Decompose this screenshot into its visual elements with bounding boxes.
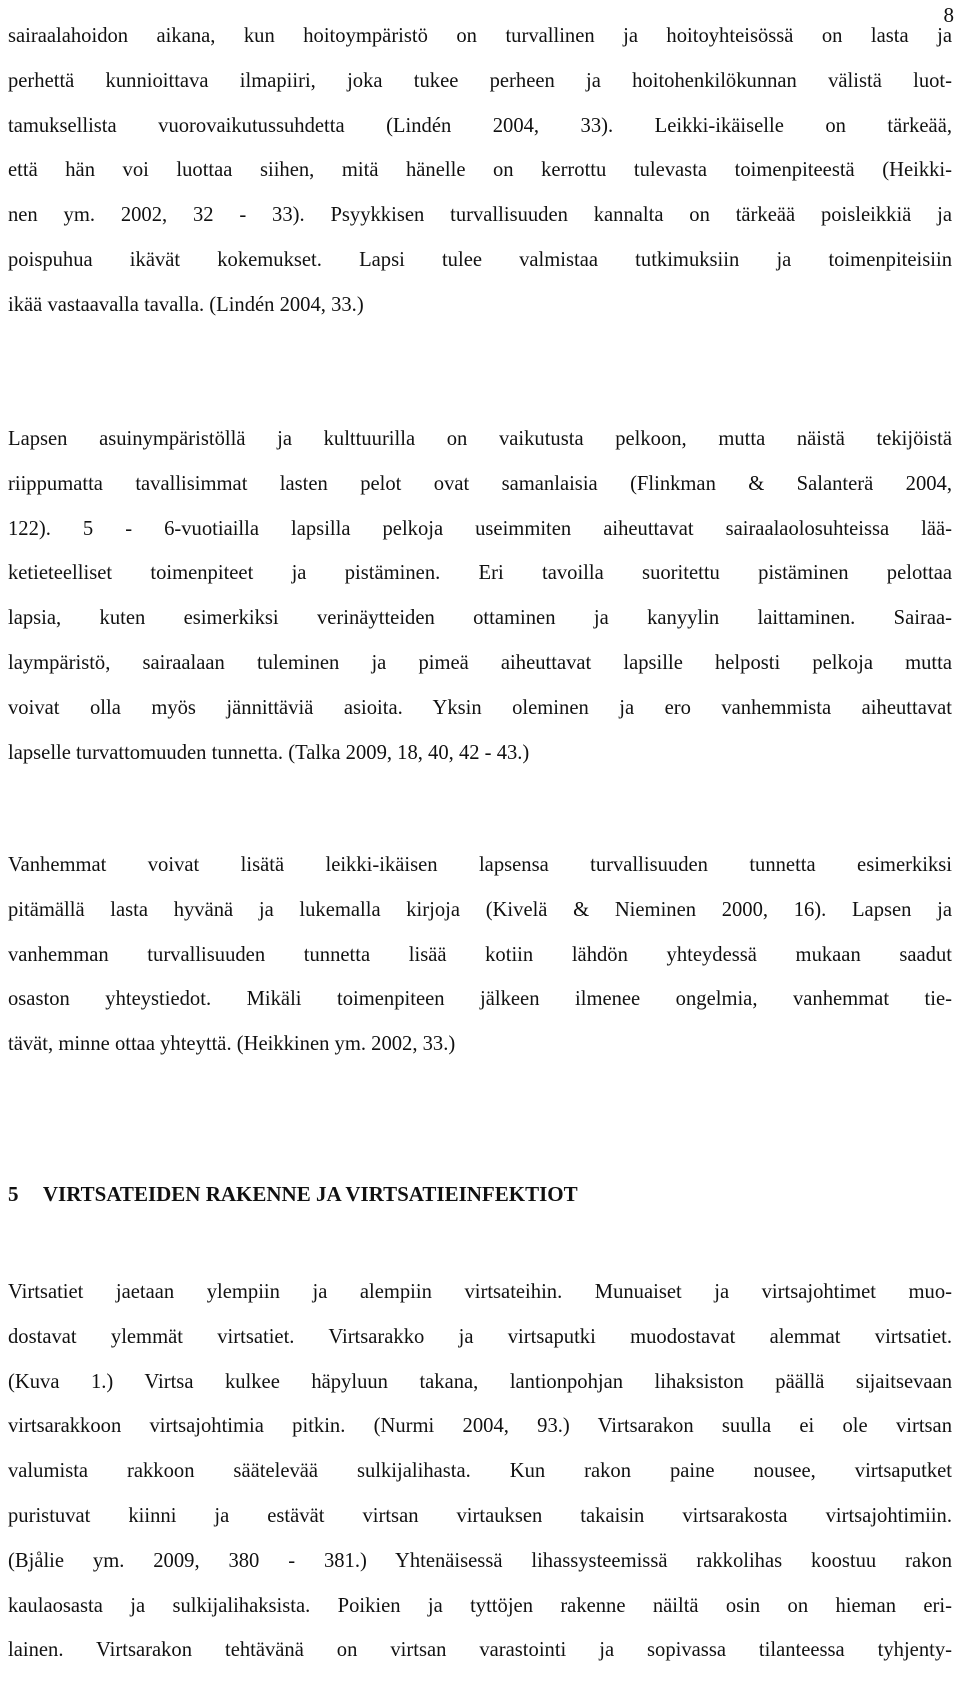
text-line: nen ym. 2002, 32 - 33). Psyykkisen turvallisuuden kannalta on tärkeää poisleikkiä ja <box>8 204 952 227</box>
text-line: lainen. Virtsarakon tehtävänä on virtsan varastointi ja sopivassa tilanteessa tyhjenty- <box>8 1639 952 1662</box>
text-line: valumista rakkoon säätelevää sulkijalihasta. Kun rakon paine nousee, virtsaputket <box>8 1460 952 1483</box>
text-line: virtsarakkoon virtsajohtimia pitkin. (Nurmi 2004, 93.) Virtsarakon suulla ei ole virtsan <box>8 1415 952 1438</box>
text-line: että hän voi luottaa siihen, mitä hänelle on kerrottu tulevasta toimenpiteestä (Heikki- <box>8 159 952 182</box>
paragraph-hospital-safety <box>8 14 952 328</box>
text-line: laympäristö, sairaalaan tuleminen ja pimeä aiheuttavat lapsille helposti pelkoja mutta <box>8 651 952 674</box>
text-line: 122). 5 - 6-vuotiailla lapsilla pelkoja useimmiten aiheuttavat sairaalaolosuhteissa lää- <box>8 517 952 540</box>
text-line: dostavat ylemmät virtsatiet. Virtsarakko ja virtsaputki muodostavat alemmat virtsatiet. <box>8 1325 952 1348</box>
text-line: tamuksellista vuorovaikutussuhdetta (Lindén 2004, 33). Leikki-ikäiselle on tärkeää, <box>8 114 952 137</box>
section-number: 5 <box>8 1182 19 1206</box>
section-heading <box>8 1178 578 1210</box>
paragraph-urinary-tract <box>8 1270 952 1673</box>
text-line: vanhemman turvallisuuden tunnetta lisää kotiin lähdön yhteydessä mukaan saadut <box>8 943 952 966</box>
text-line: ikää vastaavalla tavalla. (Lindén 2004, 33.) <box>8 293 364 316</box>
text-line: kaulaosasta ja sulkijalihaksista. Poikien ja tyttöjen rakenne näiltä osin on hieman eri- <box>8 1594 952 1617</box>
text-line: ketieteelliset toimenpiteet ja pistäminen. Eri tavoilla suoritettu pistäminen pelottaa <box>8 562 952 585</box>
text-line: perhettä kunnioittava ilmapiiri, joka tukee perheen ja hoitohenkilökunnan välistä luot- <box>8 69 952 92</box>
text-line: voivat olla myös jännittäviä asioita. Yksin oleminen ja ero vanhemmista aiheuttavat <box>8 696 952 719</box>
text-line: Lapsen asuinympäristöllä ja kulttuurilla on vaikutusta pelkoon, mutta näistä tekijöistä <box>8 428 952 450</box>
text-line: Vanhemmat voivat lisätä leikki-ikäisen lapsensa turvallisuuden tunnetta esimerkiksi <box>8 854 952 876</box>
text-line: tävät, minne ottaa yhteyttä. (Heikkinen ym. 2002, 33.) <box>8 1033 456 1056</box>
section-title: VIRTSATEIDEN RAKENNE JA VIRTSATIEINFEKTIOT <box>42 1182 578 1206</box>
paragraph-childhood-fears <box>8 417 952 775</box>
text-line: pitämällä lasta hyvänä ja lukemalla kirjoja (Kivelä & Nieminen 2000, 16). Lapsen ja <box>8 898 952 921</box>
page-number: 8 <box>943 3 954 27</box>
text-line: riippumatta tavallisimmat lasten pelot ovat samanlaisia (Flinkman & Salanterä 2004, <box>8 472 952 495</box>
paragraph-parents-role <box>8 843 952 1067</box>
text-line: (Bjålie ym. 2009, 380 - 381.) Yhtenäisessä lihassysteemissä rakkolihas koostuu rakon <box>8 1549 952 1572</box>
text-line: lapselle turvattomuuden tunnetta. (Talka 2009, 18, 40, 42 - 43.) <box>8 741 530 764</box>
text-line: osaston yhteystiedot. Mikäli toimenpiteen jälkeen ilmenee ongelmia, vanhemmat tie- <box>8 988 952 1011</box>
text-line: poispuhua ikävät kokemukset. Lapsi tulee valmistaa tutkimuksiin ja toimenpiteisiin <box>8 248 952 271</box>
text-line: Virtsatiet jaetaan ylempiin ja alempiin virtsateihin. Munuaiset ja virtsajohtimet muo- <box>8 1281 952 1303</box>
text-line: puristuvat kiinni ja estävät virtsan virtauksen takaisin virtsarakosta virtsajohtimiin. <box>8 1504 952 1527</box>
text-line: (Kuva 1.) Virtsa kulkee häpyluun takana, lantionpohjan lihaksiston päällä sijaitsevaan <box>8 1370 952 1393</box>
text-line: sairaalahoidon aikana, kun hoitoympäristö on turvallinen ja hoitoyhteisössä on lasta ja <box>8 25 952 47</box>
text-line: lapsia, kuten esimerkiksi verinäytteiden ottaminen ja kanyylin laittaminen. Sairaa- <box>8 607 952 630</box>
